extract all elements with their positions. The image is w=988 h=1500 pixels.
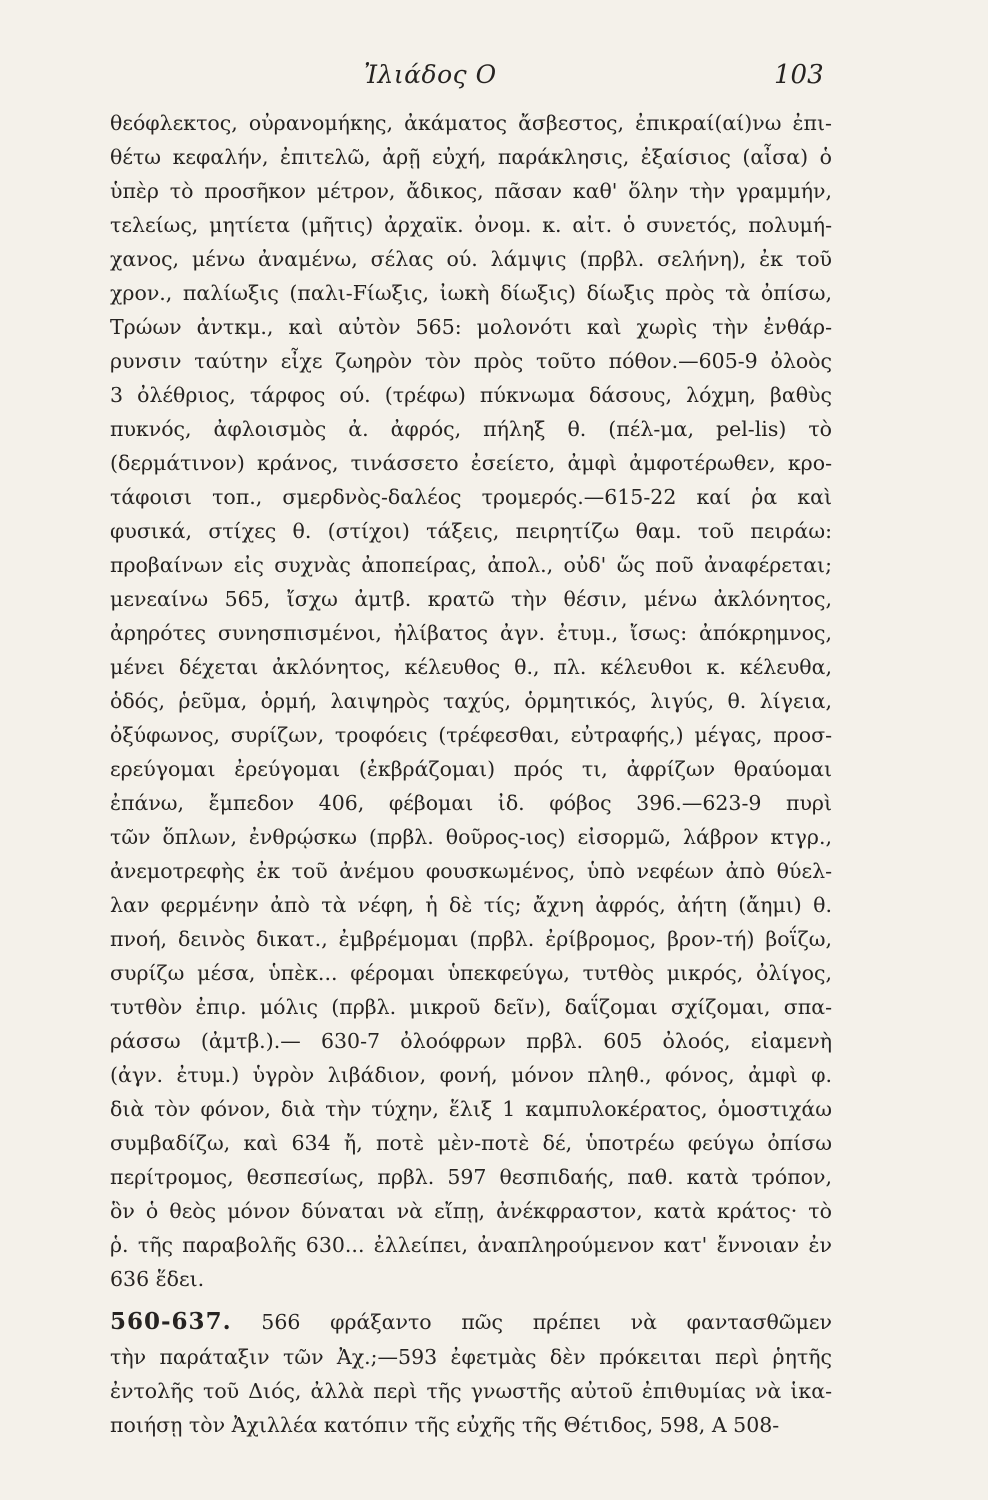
text-line: πνοή, δεινὸς δικατ., ἐμβρέμομαι (πρβλ. ἐρίβρομος, βρον-τή) βοΐζω, [110, 927, 832, 951]
text-line: πυκνός, ἀφλοισμὸς ἀ. ἀφρός, πήληξ θ. (πέλ-μα, pel-lis) τὸ [110, 417, 832, 441]
text-line: προβαίνων εἰς συχνὰς ἀποπείρας, ἀπολ., οὐδ' ὥς ποῦ ἀναφέρεται; [110, 553, 832, 577]
text-line: φυσικά, στίχες θ. (στίχοι) τάξεις, πειρητίζω θαμ. τοῦ πειράω: [110, 519, 832, 543]
text-line: τελείως, μητίετα (μῆτις) ἀρχαϊκ. ὀνομ. κ. αἰτ. ὁ συνετός, πολυμή- [110, 213, 832, 237]
text-line: ἀνεμοτρεφὴς ἐκ τοῦ ἀνέμου φουσκωμένος, ὑπὸ νεφέων ἀπὸ θύελ- [110, 859, 832, 883]
text-line: ὃν ὁ θεὸς μόνον δύναται νὰ εἴπῃ, ἀνέκφραστον, κατὰ κράτος· τὸ [110, 1199, 832, 1223]
text-line: τὴν παράταξιν τῶν Ἀχ.;—593 ἐφετμὰς δὲν πρόκειται περὶ ῥητῆς [110, 1345, 832, 1369]
text-line: ἐντολῆς τοῦ Διός, ἀλλὰ περὶ τῆς γνωστῆς αὐτοῦ ἐπιθυμίας νὰ ἱκα- [110, 1379, 832, 1403]
text-line: θεόφλεκτος, οὐρανομήκης, ἀκάματος ἄσβεστος, ἐπικραί(αί)νω ἐπι- [110, 111, 832, 135]
text-line: 3 ὀλέθριος, τάρφος ού. (τρέφω) πύκνωμα δάσους, λόχμη, βαθὺς [110, 383, 832, 407]
text-line: Τρώων ἀντκμ., καὶ αὐτὸν 565: μολονότι καὶ χωρὶς τὴν ἐνθάρ- [110, 315, 832, 339]
text-line: ἀρηρότες συνησπισμένοι, ἠλίβατος ἀγν. ἐτυμ., ἴσως: ἀπόκρημνος, [110, 621, 832, 645]
text-line: ράσσω (ἀμτβ.).— 630-7 ὀλοόφρων πρβλ. 605 ὀλοός, εἰαμενὴ [110, 1029, 832, 1053]
text-line: ερεύγομαι ἐρεύγομαι (ἐκβράζομαι) πρός τι, ἀφρίζων θραύομαι [110, 757, 832, 781]
page-number: 103 [774, 60, 824, 90]
text-line: μένει δέχεται ἀκλόνητος, κέλευθος θ., πλ. κέλευθοι κ. κέλευθα, [110, 655, 832, 679]
running-title: Ἰλιάδος Ο [364, 60, 497, 89]
text-line: ῥ. τῆς παραβολῆς 630... ἐλλείπει, ἀναπληρούμενον κατ' ἔννοιαν ἐν [110, 1233, 832, 1257]
text-line: 636 ἕδει. [110, 1267, 205, 1291]
text-line: χανος, μένω ἀναμένω, σέλας ού. λάμψις (πρβλ. σελήνη), ἐκ τοῦ [110, 247, 832, 271]
text-line: τῶν ὅπλων, ἐνθρῴσκω (πρβλ. θοῦρος-ιος) εἰσορμῶ, λάβρον κτγρ., [110, 825, 832, 849]
text-line: τυτθὸν ἐπιρ. μόλις (πρβλ. μικροῦ δεῖν), δαΐζομαι σχίζομαι, σπα- [110, 995, 832, 1019]
text-line: ὑπὲρ τὸ προσῆκον μέτρον, ἄδικος, πᾶσαν καθ' ὅλην τὴν γραμμήν, [110, 179, 832, 203]
text-line: συμβαδίζω, καὶ 634 ἤ, ποτὲ μὲν-ποτὲ δέ, ὑποτρέω φεύγω ὀπίσω [110, 1131, 832, 1155]
text-line: μενεαίνω 565, ἴσχω ἀμτβ. κρατῶ τὴν θέσιν, μένω ἀκλόνητος, [110, 587, 832, 611]
text-line: (ἀγν. ἐτυμ.) ὑγρὸν λιβάδιον, φονή, μόνον πληθ., φόνος, ἀμφὶ φ. [110, 1063, 832, 1087]
section-heading: 560-637. [110, 1308, 232, 1335]
text-line: ποιήσῃ τὸν Ἀχιλλέα κατόπιν τῆς εὐχῆς τῆς Θέτιδος, 598, Α 508- [110, 1413, 780, 1437]
section-first-line [110, 1304, 832, 1340]
section-text: 566 φράξαντο πῶς πρέπει νὰ φαντασθῶμεν [261, 1310, 832, 1334]
text-line: λαν φερμένην ἀπὸ τὰ νέφη, ἡ δὲ τίς; ἄχνη ἀφρός, ἀήτη (ἄημι) θ. [110, 893, 832, 917]
commentary-body [110, 106, 832, 1442]
text-line: ἐπάνω, ἔμπεδον 406, φέβομαι ἰδ. φόβος 396.—623-9 πυρὶ [110, 791, 832, 815]
text-line: χρον., παλίωξις (παλι-Fίωξις, ἰωκὴ δίωξις) δίωξις πρὸς τὰ ὀπίσω, [110, 281, 832, 305]
text-line: ὁδός, ῥεῦμα, ὁρμή, λαιψηρὸς ταχύς, ὁρμητικός, λιγύς, θ. λίγεια, [110, 689, 832, 713]
text-line: διὰ τὸν φόνον, διὰ τὴν τύχην, ἕλιξ 1 καμπυλοκέρατος, ὁμοστιχάω [110, 1097, 832, 1121]
text-line: τάφοισι τοπ., σμερδνὸς-δαλέος τρομερός.—615-22 καί ῥα καὶ [110, 485, 832, 509]
text-line: ὀξύφωνος, συρίζων, τροφόεις (τρέφεσθαι, εὐτραφής,) μέγας, προσ- [110, 723, 832, 747]
text-line: συρίζω μέσα, ὑπὲκ... φέρομαι ὑπεκφεύγω, τυτθὸς μικρός, ὀλίγος, [110, 961, 832, 985]
text-line: περίτρομος, θεσπεσίως, πρβλ. 597 θεσπιδαής, παθ. κατὰ τρόπον, [110, 1165, 832, 1189]
text-line: ρυνσιν ταύτην εἶχε ζωηρὸν τὸν πρὸς τοῦτο πόθον.—605-9 ὀλοὸς [110, 349, 832, 373]
text-line: θέτω κεφαλήν, ἐπιτελῶ, ἀρῇ εὐχή, παράκλησις, ἐξαίσιος (αἶσα) ὁ [110, 145, 832, 169]
text-line: (δερμάτινον) κράνος, τινάσσετο ἐσείετο, ἀμφὶ ἀμφοτέρωθεν, κρο- [110, 451, 832, 475]
